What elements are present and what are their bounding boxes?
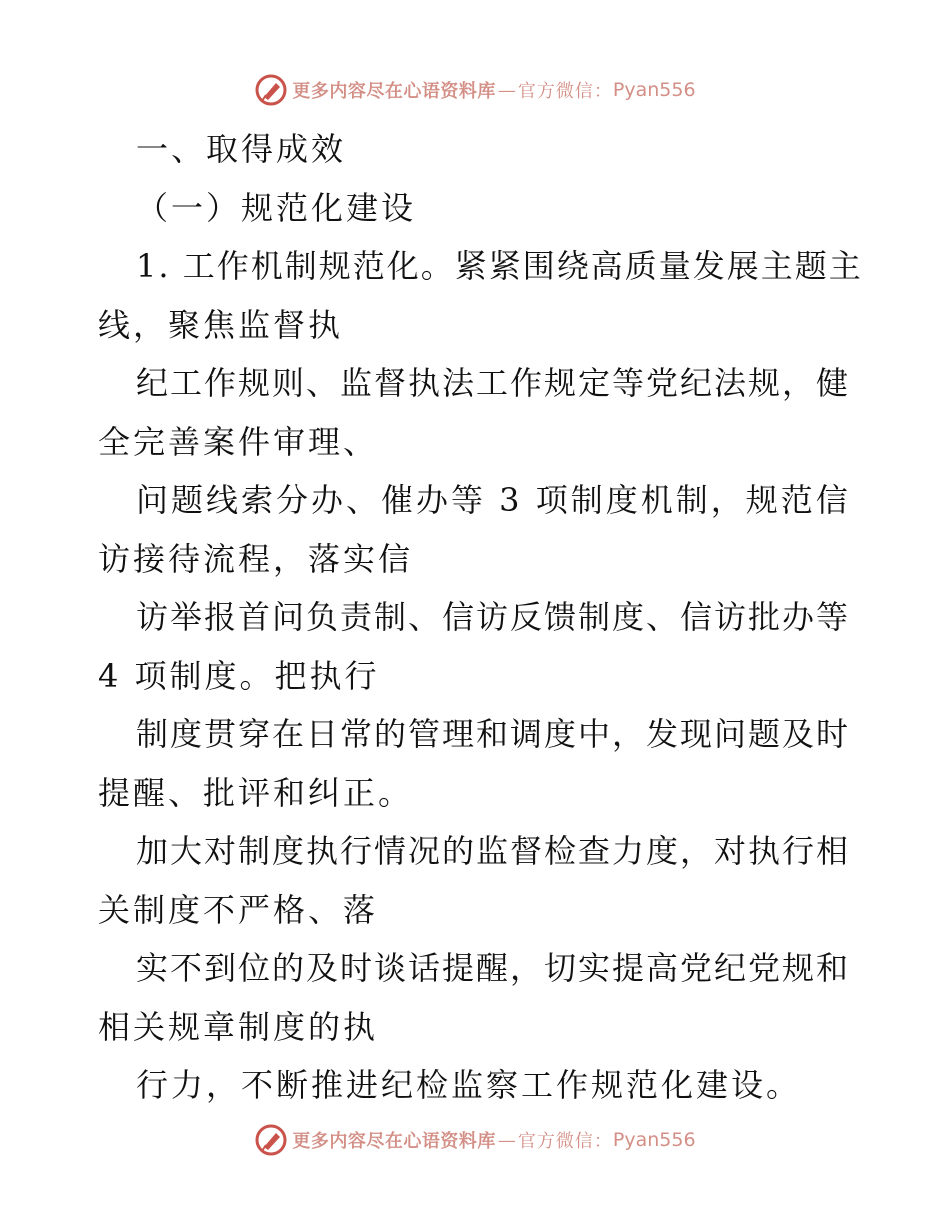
watermark-separator: — — [497, 1129, 516, 1151]
watermark-sub-text: 官方微信： — [517, 1131, 613, 1152]
paragraph-line: 加大对制度执行情况的监督检查力度，对执行相 — [136, 832, 851, 870]
paragraph-line: 关制度不严格、落 — [98, 890, 379, 929]
watermark-main-text: 更多内容尽在心语资料库 — [292, 81, 496, 102]
watermark-sub-text: 官方微信： — [517, 81, 613, 102]
paragraph-line: 线，聚焦监督执 — [98, 305, 344, 344]
subsection-heading: （一）规范化建设 — [136, 188, 417, 227]
pen-logo-icon — [254, 1123, 288, 1157]
paragraph-line: 全完善案件审理、 — [98, 422, 379, 461]
paragraph-line: 4 项制度。把执行 — [98, 656, 380, 695]
pen-logo-icon — [254, 73, 288, 107]
section-heading: 一、取得成效 — [136, 130, 347, 168]
watermark-main-text: 更多内容尽在心语资料库 — [292, 1131, 496, 1152]
document-body — [98, 120, 863, 1115]
paragraph-line: 访举报首问负责制、信访反馈制度、信访批办等 — [136, 598, 851, 636]
header-watermark — [0, 70, 950, 110]
paragraph-line: 1. 工作机制规范化。紧紧围绕高质量发展主题主 — [136, 247, 863, 285]
footer-watermark — [0, 1120, 950, 1160]
paragraph-line: 制度贯穿在日常的管理和调度中，发现问题及时 — [136, 715, 851, 753]
paragraph-line: 实不到位的及时谈话提醒，切实提高党纪党规和 — [136, 949, 851, 987]
paragraph-line: 问题线索分办、催办等 3 项制度机制，规范信 — [136, 481, 851, 519]
paragraph-line: 行力，不断推进纪检监察工作规范化建设。 — [136, 1066, 802, 1104]
paragraph-line: 相关规章制度的执 — [98, 1007, 379, 1046]
paragraph-line: 纪工作规则、监督执法工作规定等党纪法规，健 — [136, 364, 851, 402]
paragraph-line: 访接待流程，落实信 — [98, 539, 414, 578]
watermark-id: Pyan556 — [612, 79, 696, 101]
watermark-separator: — — [497, 79, 516, 101]
paragraph-line: 提醒、批评和纠正。 — [98, 773, 414, 812]
watermark-id: Pyan556 — [612, 1129, 696, 1151]
